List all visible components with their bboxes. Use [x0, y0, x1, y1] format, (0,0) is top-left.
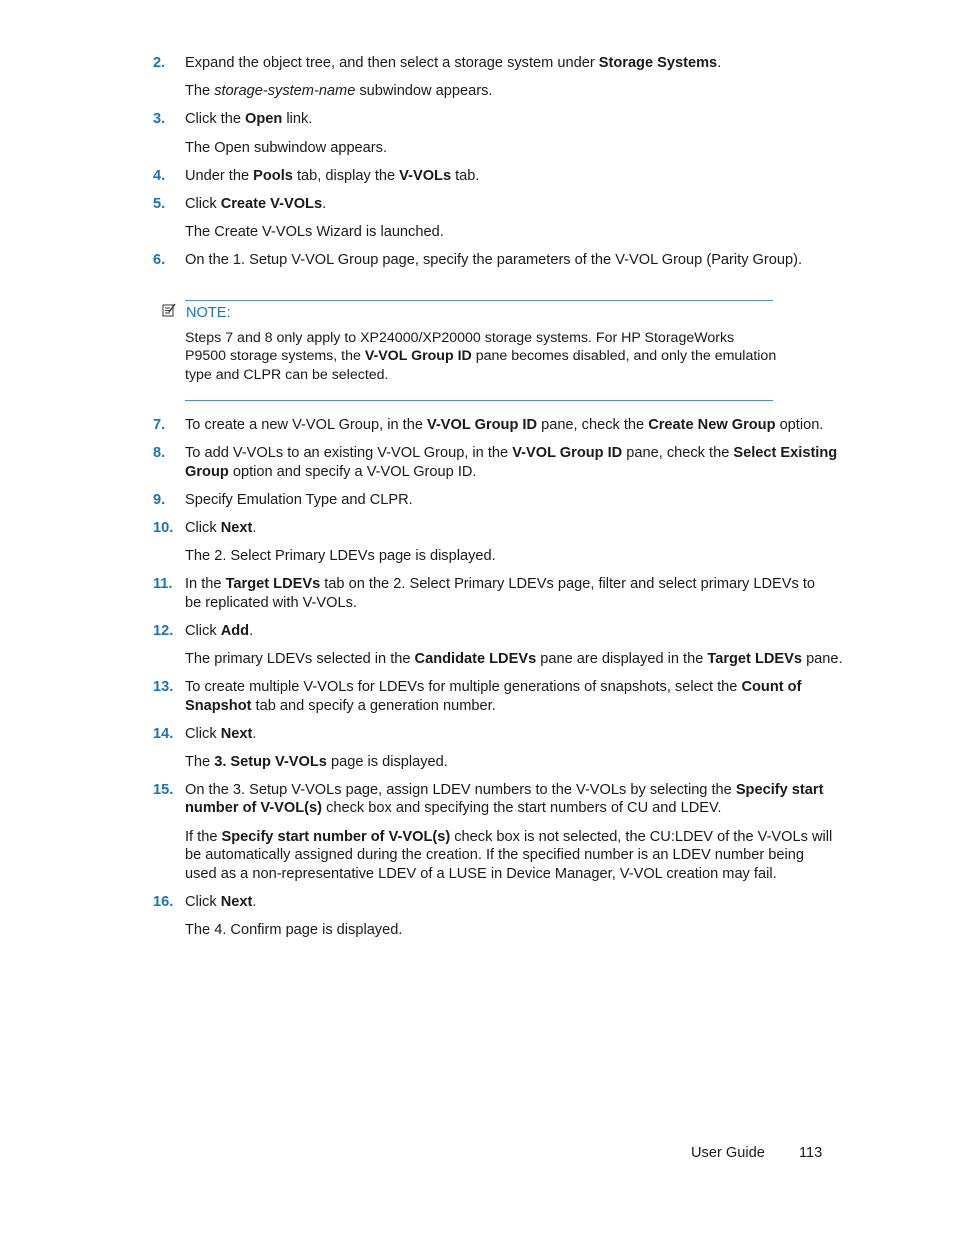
step-text: Click the Open link. [185, 111, 313, 127]
note-line: Steps 7 and 8 only apply to XP24000/XP20000 storage systems. For HP StorageWorks [185, 330, 735, 346]
step-number: 10. [153, 520, 174, 536]
step-number: 8. [153, 445, 166, 461]
step-text-cont: Snapshot tab and specify a generation number. [185, 698, 496, 714]
step-result: The primary LDEVs selected in the Candidate LDEVs pane are displayed in the Target LDEVs pane. [185, 651, 843, 667]
step-result: The Create V-VOLs Wizard is launched. [185, 224, 444, 240]
step-text: To create a new V-VOL Group, in the V-VOL Group ID pane, check the Create New Group option. [185, 417, 824, 433]
step-number: 13. [153, 679, 174, 695]
step-text: Expand the object tree, and then select a storage system under Storage Systems. [185, 55, 722, 71]
step-text: Click Create V-VOLs. [185, 196, 327, 212]
note-top-rule [185, 300, 773, 301]
step-text: Click Add. [185, 623, 254, 639]
step-result: The 3. Setup V-VOLs page is displayed. [185, 754, 448, 770]
step-text-cont: number of V-VOL(s) check box and specifying the start numbers of CU and LDEV. [185, 800, 722, 816]
step-result: If the Specify start number of V-VOL(s) check box is not selected, the CU:LDEV of the V-VOLs will [185, 829, 833, 845]
note-bottom-rule [185, 400, 773, 401]
step-result: The storage-system-name subwindow appears. [185, 83, 493, 99]
step-number: 2. [153, 55, 166, 71]
step-text: Click Next. [185, 894, 257, 910]
step-text: To add V-VOLs to an existing V-VOL Group, in the V-VOL Group ID pane, check the Select Existing [185, 445, 838, 461]
step-number: 15. [153, 782, 174, 798]
step-number: 6. [153, 252, 166, 268]
step-number: 4. [153, 168, 166, 184]
footer-label: User Guide [691, 1145, 765, 1161]
step-result: used as a non-representative LDEV of a LUSE in Device Manager, V-VOL creation may fail. [185, 866, 777, 882]
page-number: 113 [799, 1145, 823, 1161]
step-text: Specify Emulation Type and CLPR. [185, 492, 413, 508]
step-number: 7. [153, 417, 166, 433]
step-text-cont: be replicated with V-VOLs. [185, 595, 357, 611]
step-text: Click Next. [185, 726, 257, 742]
note-line: P9500 storage systems, the V-VOL Group ID pane becomes disabled, and only the emulation [185, 348, 777, 364]
note-label: NOTE: [186, 305, 231, 321]
step-number: 9. [153, 492, 166, 508]
step-number: 12. [153, 623, 174, 639]
step-text: Click Next. [185, 520, 257, 536]
step-number: 14. [153, 726, 174, 742]
step-text: To create multiple V-VOLs for LDEVs for multiple generations of snapshots, select the Count of [185, 679, 802, 695]
step-number: 11. [153, 576, 173, 592]
step-number: 3. [153, 111, 166, 127]
note-line: type and CLPR can be selected. [185, 367, 389, 383]
step-text: Under the Pools tab, display the V-VOLs tab. [185, 168, 480, 184]
step-result: be automatically assigned during the creation. If the specified number is an LDEV number being [185, 847, 804, 863]
step-text: In the Target LDEVs tab on the 2. Select Primary LDEVs page, filter and select primary LDEVs to [185, 576, 815, 592]
step-result: The Open subwindow appears. [185, 140, 388, 156]
step-text: On the 1. Setup V-VOL Group page, specify the parameters of the V-VOL Group (Parity Group). [185, 252, 803, 268]
step-text: On the 3. Setup V-VOLs page, assign LDEV numbers to the V-VOLs by selecting the Specify start [185, 782, 824, 798]
step-result: The 4. Confirm page is displayed. [185, 922, 403, 938]
step-number: 16. [153, 894, 174, 910]
step-number: 5. [153, 196, 166, 212]
step-text-cont: Group option and specify a V-VOL Group ID. [185, 464, 477, 480]
note-icon [162, 303, 176, 317]
step-result: The 2. Select Primary LDEVs page is displayed. [185, 548, 496, 564]
